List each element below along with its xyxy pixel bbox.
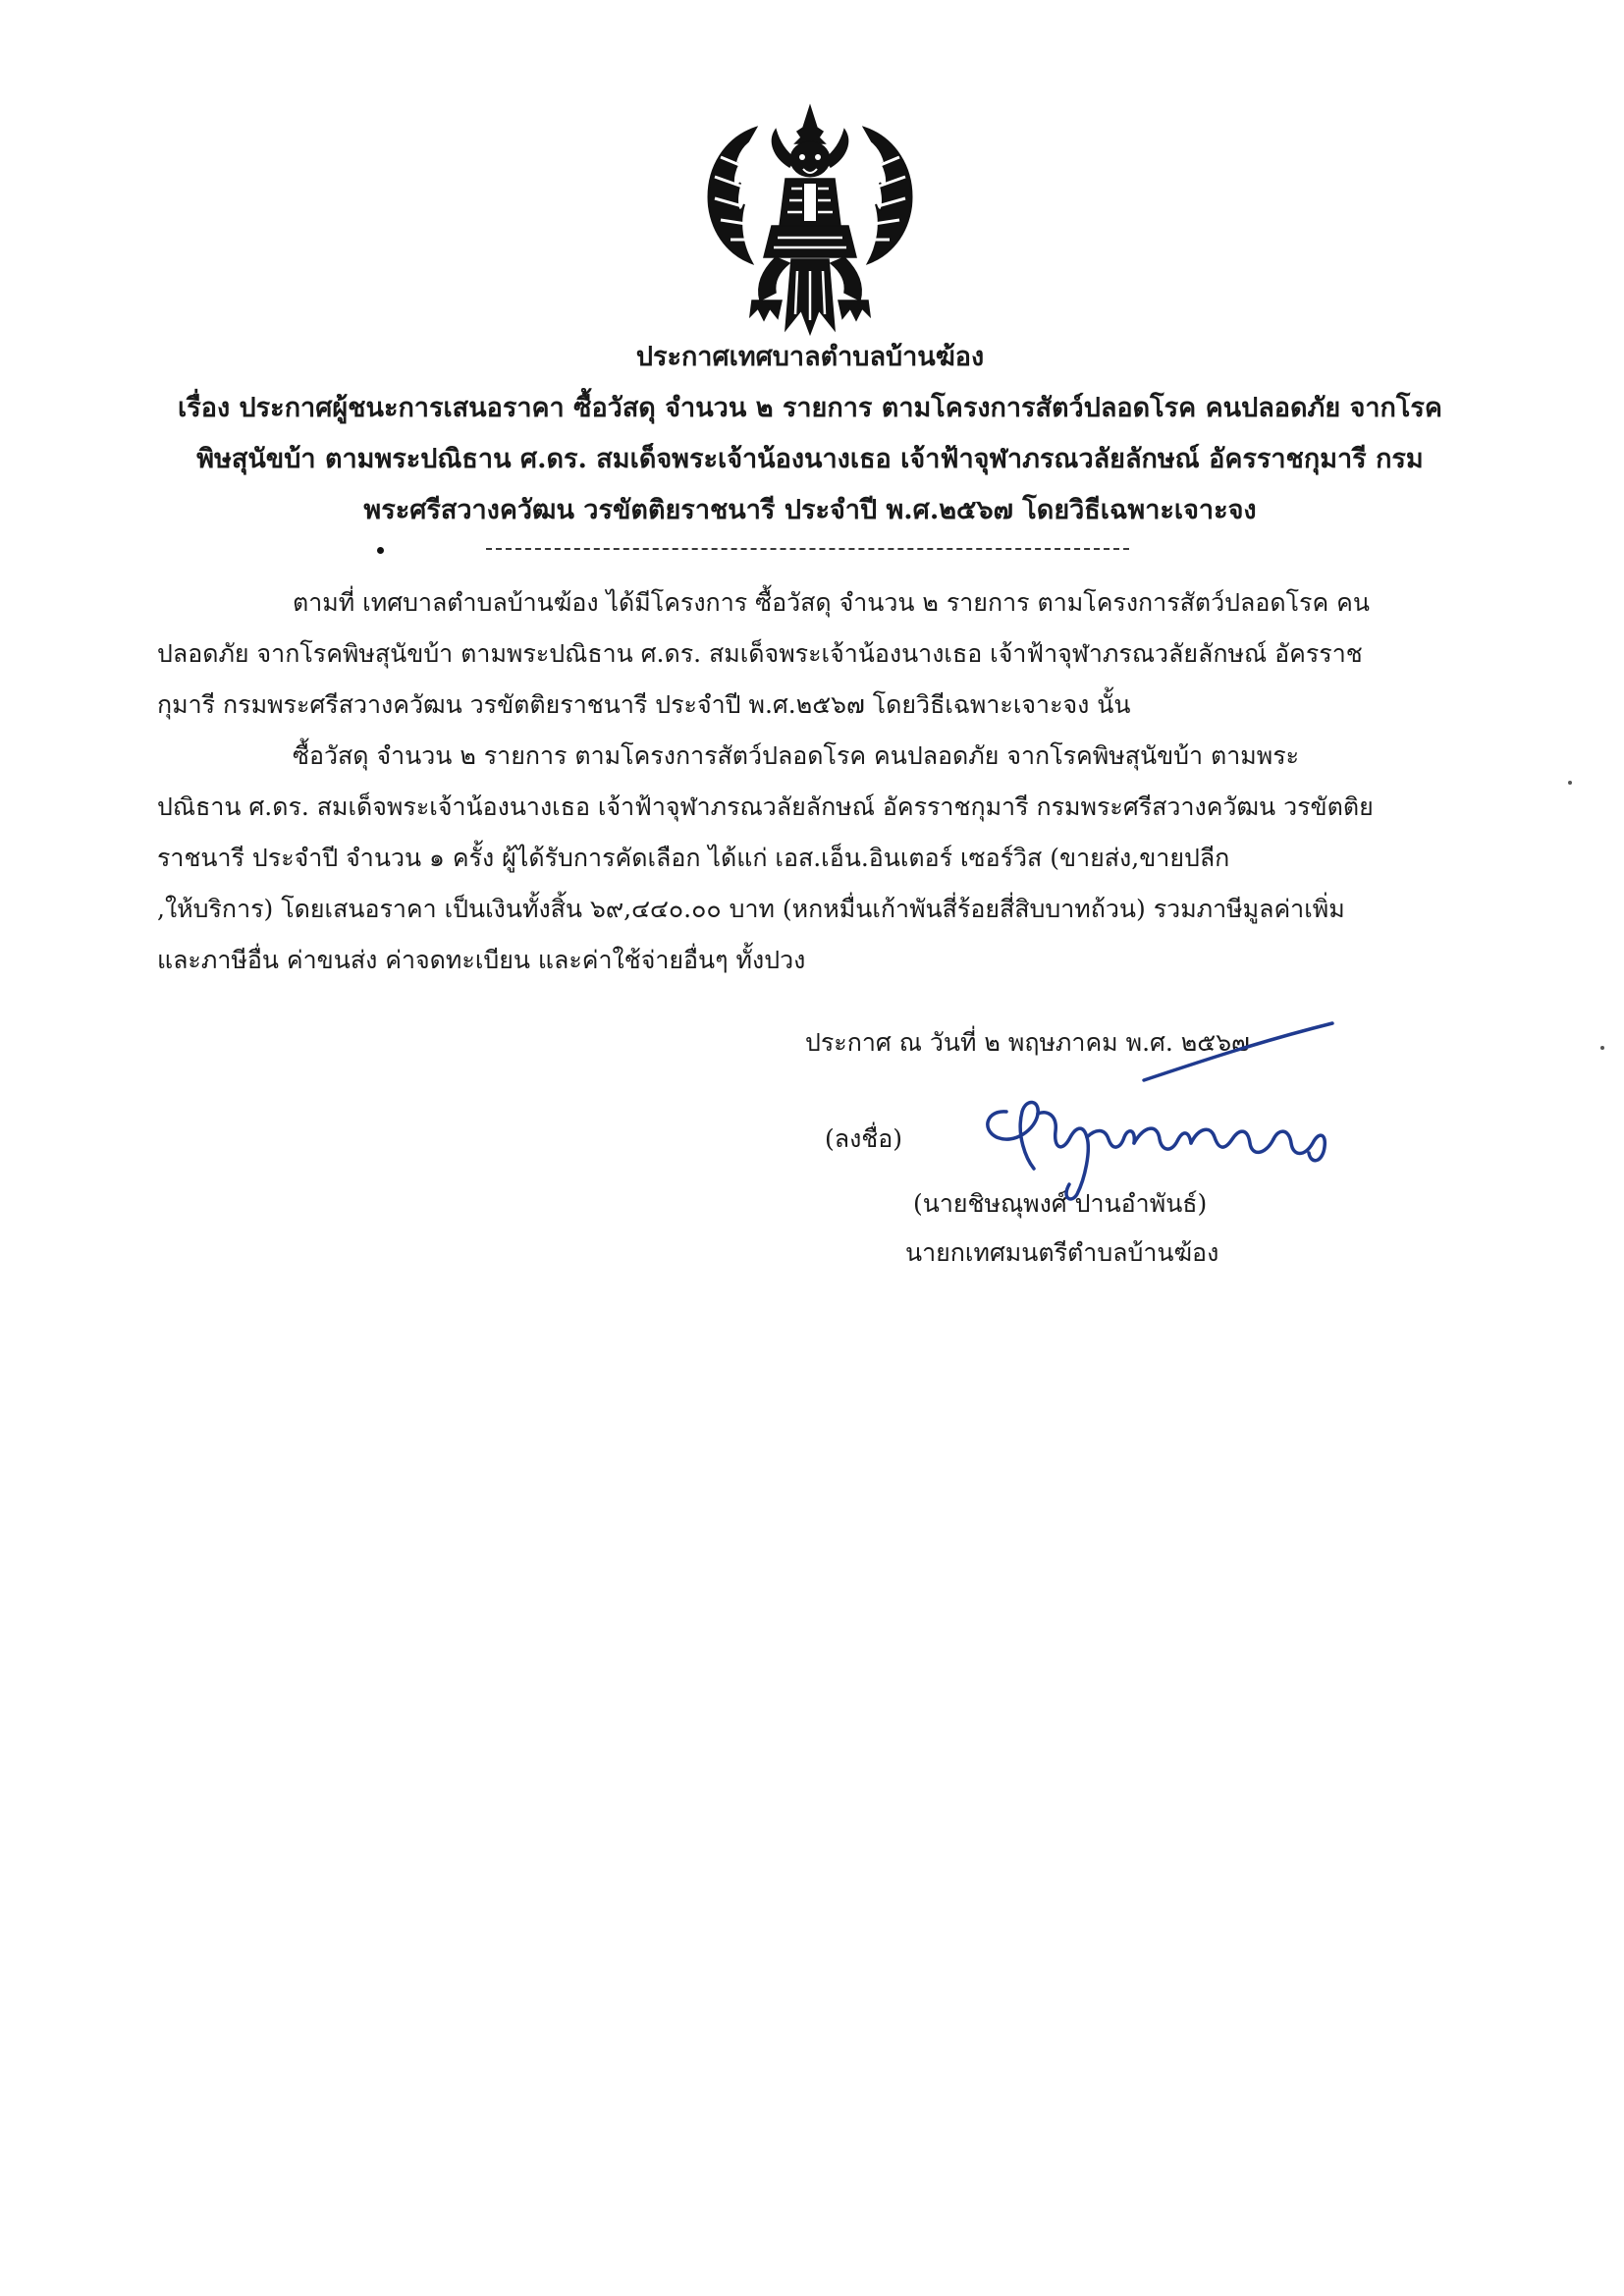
subject-line: เรื่อง ประกาศผู้ชนะการเสนอราคา ซื้อวัสดุ จำนวน ๒ รายการ ตามโครงการสัตว์ปลอดโรค คนปลอดภัย จากโรค bbox=[178, 393, 1442, 423]
scan-speck bbox=[1568, 781, 1572, 785]
garuda-emblem-icon bbox=[687, 98, 933, 339]
body-line: ,ให้บริการ) โดยเสนอราคา เป็นเงินทั้งสิ้น ๖๙,๔๔๐.๐๐ บาท (หกหมื่นเก้าพันสี่ร้อยสี่สิบบาทถ้วน) รวมภาษีมูลค่าเพิ่ม bbox=[157, 895, 1345, 923]
scan-speck bbox=[1600, 1046, 1604, 1050]
subject-line: พิษสุนัขบ้า ตามพระปณิธาน ศ.ดร. สมเด็จพระเจ้าน้องนางเธอ เจ้าฟ้าจุฬาภรณวลัยลักษณ์ อัครราชกุมารี กรม bbox=[196, 444, 1424, 474]
body-line: และภาษีอื่น ค่าขนส่ง ค่าจดทะเบียน และค่าใช้จ่ายอื่นๆ ทั้งปวง bbox=[157, 946, 806, 974]
signer-title: นายกเทศมนตรีตำบลบ้านฆ้อง bbox=[905, 1238, 1219, 1267]
signed-label: (ลงชื่อ) bbox=[825, 1124, 903, 1153]
signer-name: (นายชิษณุพงศ์ ปานอำพันธ์) bbox=[913, 1189, 1208, 1218]
ink-dot bbox=[377, 547, 384, 554]
body-line: กุมารี กรมพระศรีสวางควัฒน วรขัตติยราชนารี ประจำปี พ.ศ.๒๕๖๗ โดยวิธีเฉพาะเจาะจง นั้น bbox=[157, 690, 1131, 719]
document-title: ประกาศเทศบาลตำบลบ้านฆ้อง bbox=[635, 342, 985, 372]
body-line: ตามที่ เทศบาลตำบลบ้านฆ้อง ได้มีโครงการ ซื้อวัสดุ จำนวน ๒ รายการ ตามโครงการสัตว์ปลอดโรค คน bbox=[293, 588, 1370, 617]
body-line: ปลอดภัย จากโรคพิษสุนัขบ้า ตามพระปณิธาน ศ.ดร. สมเด็จพระเจ้าน้องนางเธอ เจ้าฟ้าจุฬาภรณวลัยลักษณ์ อัครราช bbox=[157, 639, 1363, 668]
body-line: ราชนารี ประจำปี จำนวน ๑ ครั้ง ผู้ได้รับการคัดเลือก ได้แก่ เอส.เอ็น.อินเตอร์ เซอร์วิส (ขายส่ง,ขายปลีก bbox=[157, 844, 1230, 872]
body-line: ปณิธาน ศ.ดร. สมเด็จพระเจ้าน้องนางเธอ เจ้าฟ้าจุฬาภรณวลัยลักษณ์ อัครราชกุมารี กรมพระศรีสวางควัฒน วรขัตติย bbox=[157, 793, 1374, 821]
announce-date: ประกาศ ณ วันที่ ๒ พฤษภาคม พ.ศ. ๒๕๖๗ bbox=[805, 1028, 1250, 1057]
subject-line: พระศรีสวางควัฒน วรขัตติยราชนารี ประจำปี พ.ศ.๒๕๖๗ โดยวิธีเฉพาะเจาะจง bbox=[363, 495, 1257, 525]
separator-dash-line bbox=[486, 548, 1129, 550]
body-line: ซื้อวัสดุ จำนวน ๒ รายการ ตามโครงการสัตว์ปลอดโรค คนปลอดภัย จากโรคพิษสุนัขบ้า ตามพระ bbox=[293, 741, 1300, 770]
handwritten-signature-icon bbox=[967, 1021, 1389, 1218]
